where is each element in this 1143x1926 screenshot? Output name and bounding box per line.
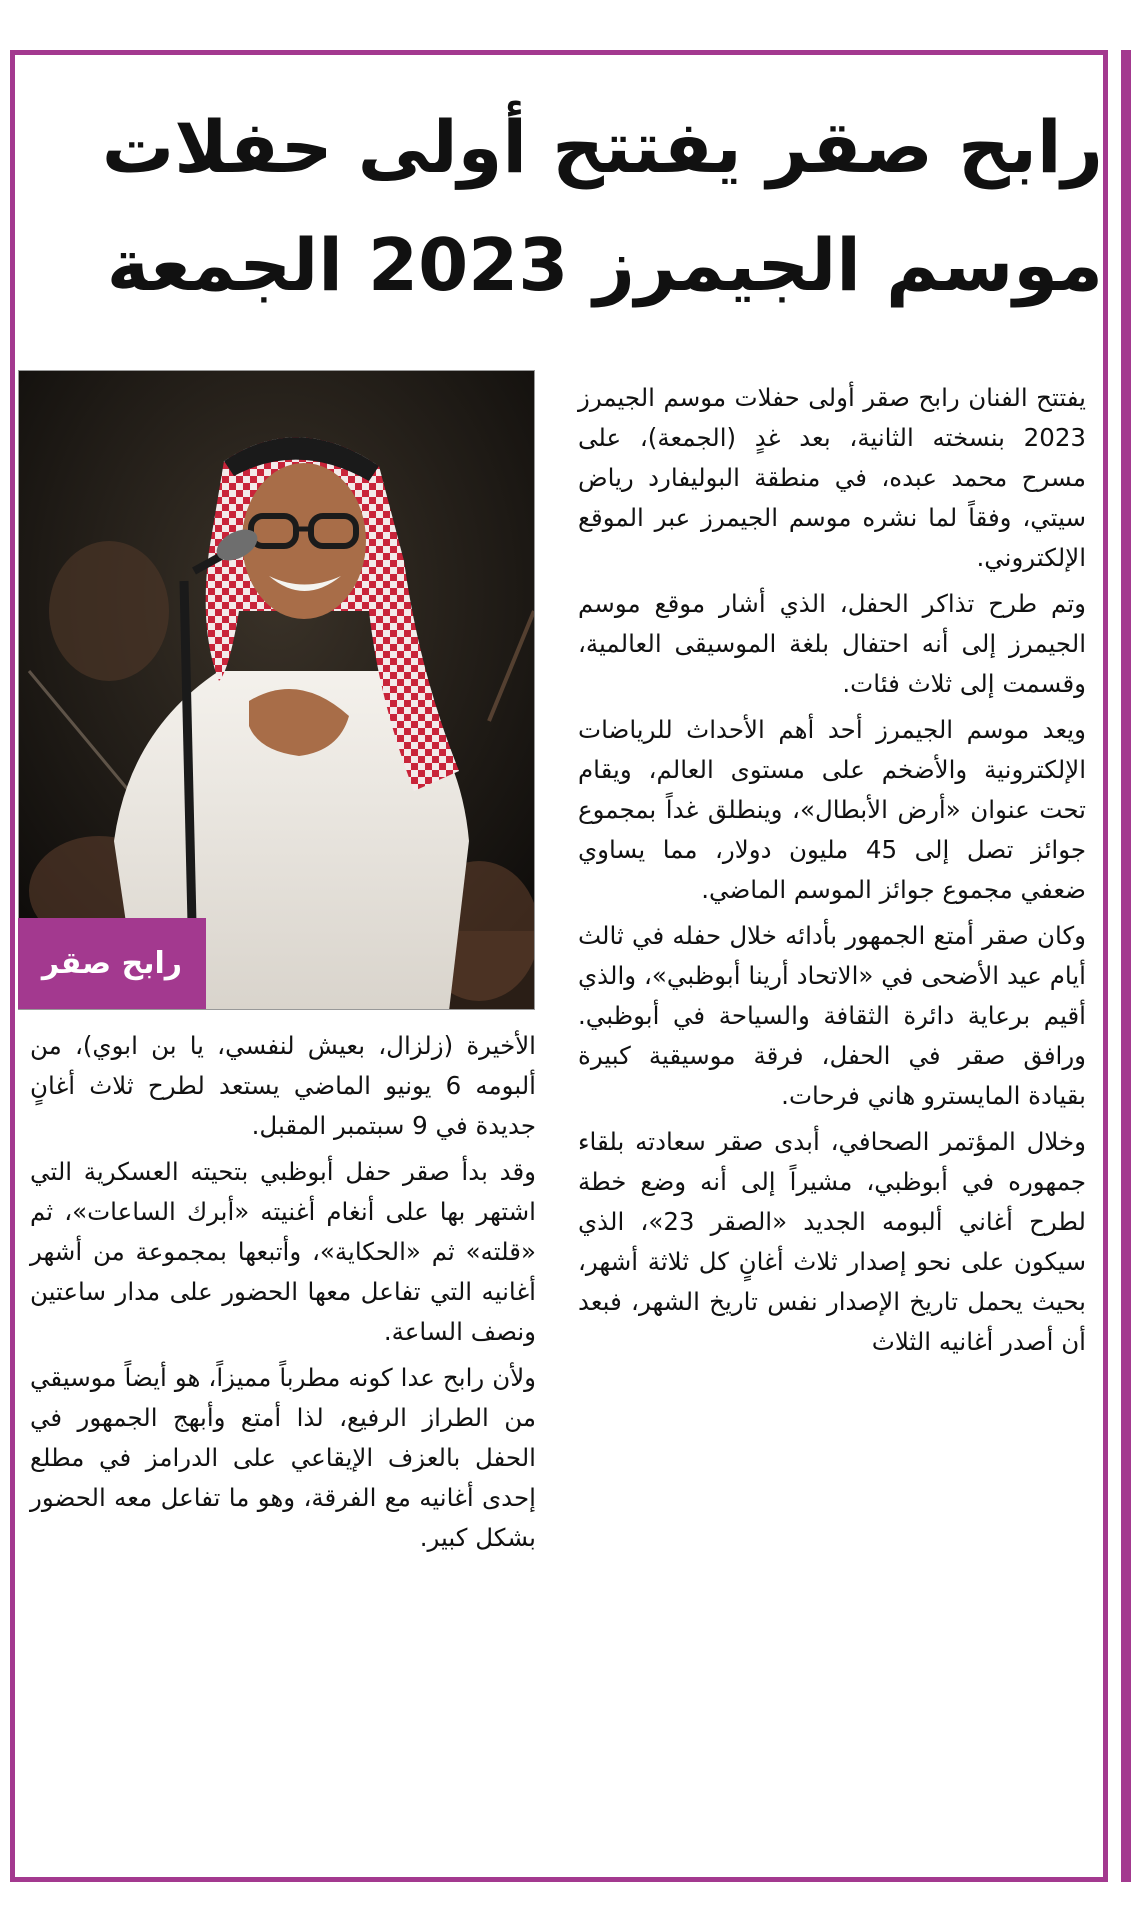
article-photo [18, 370, 535, 1010]
singer-photo-illustration [19, 371, 534, 1009]
paragraph: وقد بدأ صقر حفل أبوظبي بتحيته العسكرية التي اشتهر بها على أنغام أغنيته «أبرك الساعات»، ثم «قلته» ثم «الحكاية»، وأتبعها بمجموعة من أشهر أغانيه التي تفاعل معها الحضور على مدار ساعتين ونصف الساعة. [30, 1157, 536, 1346]
paragraph: ولأن رابح عدا كونه مطرباً مميزاً، هو أيضاً موسيقي من الطراز الرفيع، لذا أمتع وأبهج الجمهور في الحفل بالعزف الإيقاعي على الدرامز في مطلع إحدى أغانيه مع الفرقة، وهو ما تفاعل معه الحضور بشكل كبير. [30, 1363, 536, 1552]
paragraph: وخلال المؤتمر الصحافي، أبدى صقر سعادته بلقاء جمهوره في أبوظبي، مشيراً إلى أنه وضع خطة لطرح أغاني ألبومه الجديد «الصقر 23»، الذي سيكون على نحو إصدار ثلاث أغانٍ كل ثلاثة أشهر، بحيث يحمل تاريخ الإصدار نفس تاريخ الشهر، فبعد أن أصدر أغانيه الثلاث [578, 1127, 1086, 1356]
headline-line-2: موسم الجيمرز 2023 الجمعة [106, 223, 1103, 307]
article-column-left [30, 1026, 536, 1564]
photo-caption: رابح صقر [18, 918, 206, 1009]
accent-bar [1121, 50, 1131, 1882]
article-column-right [578, 378, 1086, 1368]
headline-line-1: رابح صقر يفتتح أولى حفلات [101, 105, 1103, 189]
headline [30, 88, 1103, 324]
paragraph: يفتتح الفنان رابح صقر أولى حفلات موسم الجيمرز 2023 بنسخته الثانية، بعد غدٍ (الجمعة)، على مسرح محمد عبده، في منطقة البوليفارد رياض سيتي، وفقاً لما نشره موسم الجيمرز عبر الموقع الإلكتروني. [578, 383, 1086, 572]
paragraph: ويعد موسم الجيمرز أحد أهم الأحداث للرياضات الإلكترونية والأضخم على مستوى العالم، ويقام تحت عنوان «أرض الأبطال»، وينطلق غداً بمجموع جوائز تصل إلى 45 مليون دولار، مما يساوي ضعفي مجموع جوائز الموسم الماضي. [578, 715, 1087, 904]
paragraph: وكان صقر أمتع الجمهور بأدائه خلال حفله في ثالث أيام عيد الأضحى في «الاتحاد أرينا أبوظبي»، والذي أقيم برعاية دائرة الثقافة والسياحة في أبوظبي. ورافق صقر في الحفل، فرقة موسيقية كبيرة بقيادة المايسترو هاني فرحات. [578, 921, 1086, 1110]
paragraph: وتم طرح تذاكر الحفل، الذي أشار موقع موسم الجيمرز إلى أنه احتفال بلغة الموسيقى العالمية، وقسمت إلى ثلاث فئات. [578, 589, 1086, 698]
paragraph: الأخيرة (زلزال، بعيش لنفسي، يا بن ابوي)، من ألبومه 6 يونيو الماضي يستعد لطرح ثلاث أغانٍ جديدة في 9 سبتمبر المقبل. [30, 1031, 536, 1140]
